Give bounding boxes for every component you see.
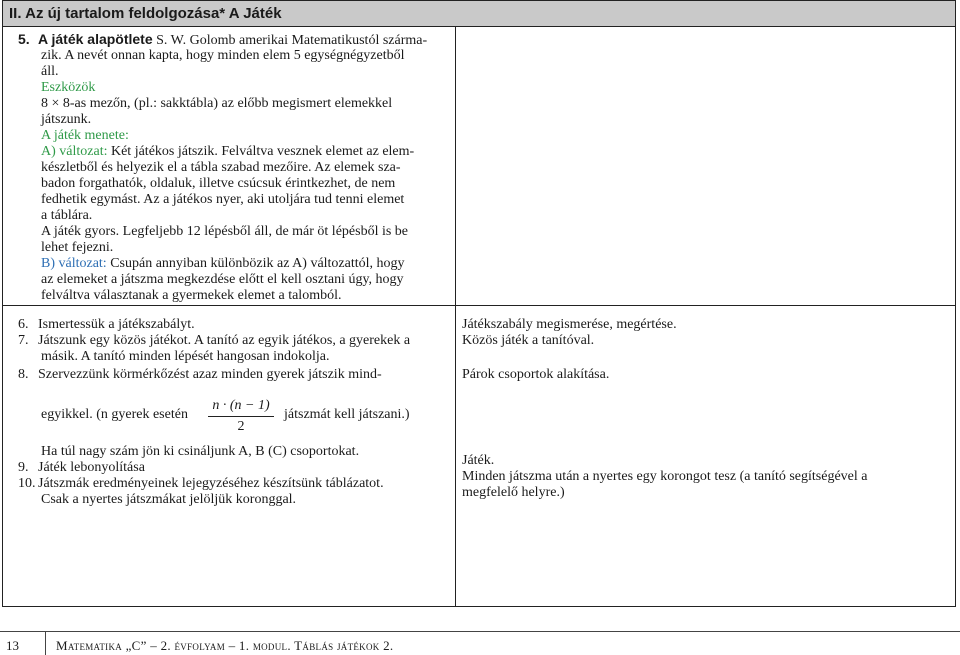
section-header: [2, 0, 956, 27]
item-9: [18, 459, 145, 476]
formula-suffix: játszmát kell játszani.): [284, 407, 410, 422]
note-shared-game: Közös játék a tanítóval.: [462, 333, 595, 348]
variant-b-text: Csupán annyiban különbözik az A) változattól, hogy: [106, 256, 405, 271]
item-6: [18, 316, 195, 333]
text-line: áll.: [41, 64, 59, 79]
subheading-game-flow: A játék menete:: [41, 128, 129, 143]
item-8-text: Szervezzünk körmérkőzést azaz minden gyerek játszik mind-: [38, 367, 382, 382]
text-line: játszunk.: [41, 112, 92, 127]
text-line: badon forgathatók, oldaluk, illetve csúcsuk érintkezhet, de nem: [41, 176, 396, 191]
text-line: az elemeket a játszma megkezdése előtt el kell osztani úgy, hogy: [41, 272, 404, 287]
subheading-tools: Eszközök: [41, 80, 96, 95]
text-line: fedhetik egymást. Az a játékos nyer, aki utoljára tud tenni elemet: [41, 192, 405, 207]
note-token-cont: megfelelő helyre.): [462, 485, 565, 500]
item-7-text: Játszunk egy közös játékot. A tanító az egyik játékos, a gyerekek a: [38, 333, 411, 348]
text-line: zik. A nevét onnan kapta, hogy minden elem 5 egységnégyzetből: [41, 48, 405, 63]
page-number: 13: [6, 638, 19, 653]
item-10: [18, 475, 384, 492]
footer-rule: [0, 631, 960, 632]
column-divider: [455, 27, 456, 607]
formula-denominator: 2: [237, 419, 245, 434]
note-pairs: Párok csoportok alakítása.: [462, 367, 610, 382]
text-line: felváltva választanak a gyermekek elemet a talomból.: [41, 288, 342, 303]
variant-a-line: [41, 143, 414, 160]
text-line: Csak a nyertes játszmákat jelöljük koronggal.: [41, 492, 297, 507]
text-line: Ha túl nagy szám jön ki csináljunk A, B (C) csoportokat.: [41, 444, 360, 459]
item-10-text: Játszmák eredményeinek lejegyzéséhez készítsünk táblázatot.: [38, 476, 384, 491]
note-game: Játék.: [462, 453, 495, 468]
note-rules: Játékszabály megismerése, megértése.: [462, 317, 677, 332]
section-title: II. Az új tartalom feldolgozása* A Játék: [9, 5, 282, 22]
item-9-text: Játék lebonyolítása: [38, 460, 145, 475]
item-number: 9.: [18, 460, 29, 475]
item-8: [18, 366, 382, 383]
fraction-bar: [208, 416, 274, 417]
formula-numerator: n · (n − 1): [212, 398, 270, 413]
item-number: 7.: [18, 333, 29, 348]
variant-a-label: A) változat:: [41, 144, 108, 159]
variant-b-line: [41, 255, 405, 272]
item-5-text: S. W. Golomb amerikai Matematikustól szárma-: [152, 33, 428, 48]
item-number: 6.: [18, 317, 29, 332]
note-token: Minden játszma után a nyertes egy korongot tesz (a tanító segítségével a: [462, 469, 868, 484]
item-number: 5.: [18, 31, 30, 47]
footer-divider: [45, 631, 46, 655]
text-line: készletből és helyezik el a tábla szabad mezőire. Az elemek sza-: [41, 160, 401, 175]
item-6-text: Ismertessük a játékszabályt.: [38, 317, 195, 332]
text-line: másik. A tanító minden lépését hangosan indokolja.: [41, 349, 330, 364]
text-line: lehet fejezni.: [41, 240, 114, 255]
text-line: 8 × 8-as mezőn, (pl.: sakktábla) az előbb megismert elemekkel: [41, 96, 393, 111]
item-number: 8.: [18, 367, 29, 382]
item-number: 10.: [18, 476, 36, 491]
item-7: [18, 332, 410, 349]
item-5-title: A játék alapötlete: [38, 31, 153, 47]
variant-a-text: Két játékos játszik. Felváltva vesznek elemet az elem-: [107, 144, 415, 159]
running-footer: Matematika „C” – 2. évfolyam – 1. modul. Táblás játékok 2.: [56, 638, 394, 653]
formula-prefix: egyikkel. (n gyerek esetén: [41, 407, 188, 422]
text-line: a táblára.: [41, 208, 93, 223]
variant-b-label: B) változat:: [41, 256, 107, 271]
text-line: A játék gyors. Legfeljebb 12 lépésből áll, de már öt lépésből is be: [41, 224, 409, 239]
row-divider: [2, 305, 956, 306]
